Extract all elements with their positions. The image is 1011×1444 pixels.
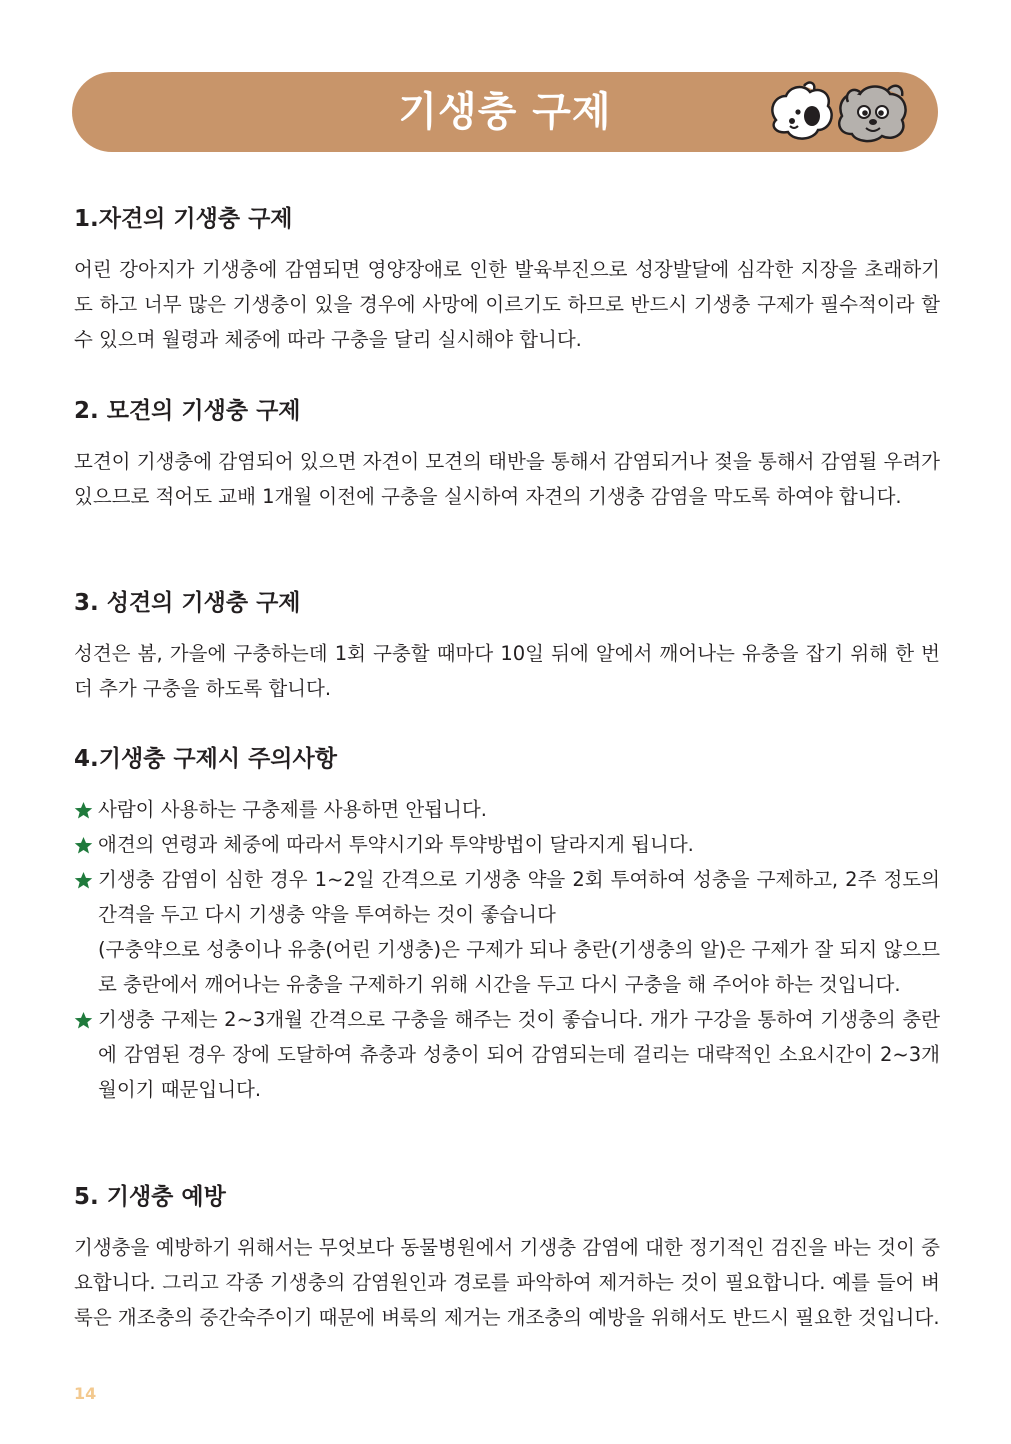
section-parasite-prevention bbox=[74, 1182, 940, 1335]
section-puppy-deworming bbox=[74, 204, 940, 357]
star-icon bbox=[74, 871, 93, 890]
title-banner bbox=[72, 72, 938, 152]
list-item bbox=[74, 862, 940, 1002]
star-icon bbox=[74, 801, 93, 820]
star-icon bbox=[74, 836, 93, 855]
section-text: 모견이 기생충에 감염되어 있으면 자견이 모견의 태반을 통해서 감염되거나 젖을 통해서 감염될 우려가 있으므로 적어도 교배 1개월 이전에 구충을 실시하여 자견의 기생충 감염을 막도록 하여야 합니다. bbox=[74, 450, 940, 508]
section-heading: 5. 기생충 예방 bbox=[74, 1184, 226, 1210]
section-mother-dog-deworming bbox=[74, 396, 940, 514]
list-item-text: 애견의 연령과 체중에 따라서 투약시기와 투약방법이 달라지게 됩니다. bbox=[98, 833, 694, 856]
section-text: 기생충을 예방하기 위해서는 무엇보다 동물병원에서 기생충 감염에 대한 정기적인 검진을 바는 것이 중요합니다. 그리고 각종 기생충의 감염원인과 경로를 파악하여 제거하는 것이 필요합니다. 예를 들어 벼룩은 개조충의 중간숙주이기 때문에 벼룩의 제거는 개조충의 예방을 위해서도 반드시 필요한 것입니다. bbox=[74, 1236, 940, 1329]
section-text: 어린 강아지가 기생충에 감염되면 영양장애로 인한 발육부진으로 성장발달에 심각한 지장을 초래하기도 하고 너무 많은 기생충이 있을 경우에 사망에 이르기도 하므로 반드시 기생충 구제가 필수적이라 할 수 있으며 월령과 체중에 따라 구충을 달리 실시해야 합니다. bbox=[74, 258, 940, 351]
two-dog-faces-icon bbox=[764, 76, 914, 148]
section-heading: 3. 성견의 기생충 구제 bbox=[74, 590, 301, 616]
section-heading: 2. 모견의 기생충 구제 bbox=[74, 398, 301, 424]
section-heading: 4.기생충 구제시 주의사항 bbox=[74, 746, 337, 772]
list-item-text: 기생충 감염이 심한 경우 1~2일 간격으로 기생충 약을 2회 투여하여 성충을 구제하고, 2주 정도의 간격을 두고 다시 기생충 약을 투여하는 것이 좋습니다 bbox=[98, 868, 940, 926]
section-deworming-precautions bbox=[74, 744, 940, 1107]
list-item bbox=[74, 827, 940, 862]
list-item bbox=[74, 792, 940, 827]
page-title: 기생충 구제 bbox=[398, 89, 612, 135]
star-icon bbox=[74, 1011, 93, 1030]
list-item-text: 사람이 사용하는 구충제를 사용하면 안됩니다. bbox=[98, 798, 487, 821]
list-item-text: 기생충 구제는 2~3개월 간격으로 구충을 해주는 것이 좋습니다. 개가 구강을 통하여 기생충의 충란에 감염된 경우 장에 도달하여 츄충과 성충이 되어 감염되는데 걸리는 대략적인 소요시간이 2~3개월이기 때문입니다. bbox=[98, 1008, 940, 1101]
white-dog-face-icon bbox=[772, 83, 831, 139]
page-number: 14 bbox=[74, 1384, 97, 1403]
section-heading: 1.자견의 기생충 구제 bbox=[74, 206, 293, 232]
section-adult-dog-deworming bbox=[74, 588, 940, 706]
grey-dog-face-icon bbox=[839, 86, 905, 141]
precautions-list bbox=[74, 792, 940, 1107]
list-item bbox=[74, 1002, 940, 1107]
list-item-note: (구충약으로 성충이나 유충(어린 기생충)은 구제가 되나 충란(기생충의 알)은 구제가 잘 되지 않으므로 충란에서 깨어나는 유충을 구제하기 위해 시간을 두고 다시 구충을 해 주어야 하는 것입니다. bbox=[98, 938, 940, 996]
section-text: 성견은 봄, 가을에 구충하는데 1회 구충할 때마다 10일 뒤에 알에서 깨어나는 유충을 잡기 위해 한 번 더 추가 구충을 하도록 합니다. bbox=[74, 642, 940, 700]
